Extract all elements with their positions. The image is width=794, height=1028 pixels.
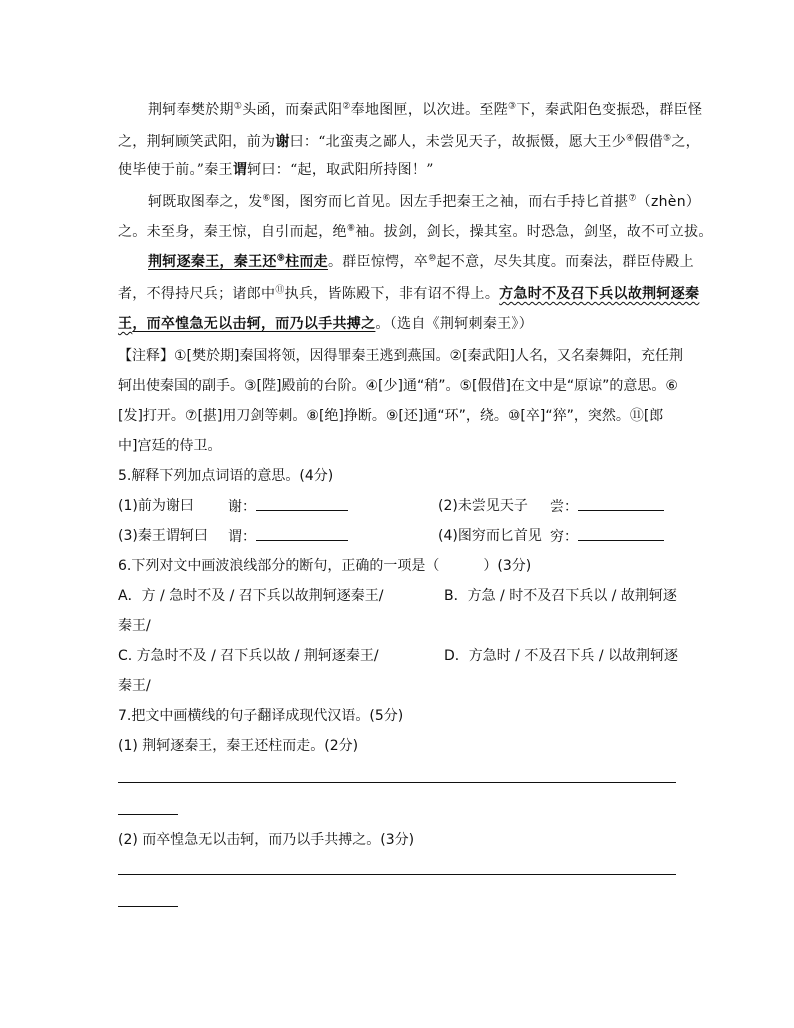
text: 见天子，故振慑，愿大王少 bbox=[454, 134, 627, 150]
passage-line bbox=[118, 314, 533, 334]
text: 头函，而秦武阳 bbox=[242, 102, 343, 118]
q6-title bbox=[118, 556, 531, 576]
answer-line-tail[interactable] bbox=[118, 906, 178, 907]
text: 执兵，皆陈殿下，非有诏不得上。 bbox=[284, 286, 500, 302]
footnote-marker: ③ bbox=[507, 101, 517, 112]
text: 奉地图匣，以次进。至陛 bbox=[350, 102, 508, 118]
text: ）(3分) bbox=[483, 558, 532, 574]
wavy-underlined-text: 方急时不及召下兵以故荆轲逐秦 bbox=[499, 286, 700, 302]
notes-line: 轲出使秦国的副手。③[陛]殿前的台阶。④[少]通“稍”。⑤[假借]在文中是“原谅”的意思。⑥ bbox=[118, 378, 678, 394]
text: 6.下列对文中画波浪线部分的断句，正确的一项是（ bbox=[118, 558, 440, 574]
q5-item-label: (4)图穷而匕首见 bbox=[438, 528, 542, 544]
q5-answer-3 bbox=[228, 526, 348, 547]
footnote-marker: ⑥ bbox=[262, 193, 271, 204]
text: 图，图 bbox=[270, 194, 314, 210]
text: 。 bbox=[375, 316, 390, 332]
q6-option-a[interactable]: A．方 / 急时不及 / 召下兵以故荆轲逐秦王/ bbox=[118, 588, 384, 604]
q6-option-b[interactable]: B．方急 / 时不及召下兵以 / 故荆轲逐 bbox=[444, 588, 677, 604]
pinyin: （zhèn） bbox=[636, 194, 701, 210]
answer-line-tail[interactable] bbox=[118, 814, 178, 815]
answer-line[interactable] bbox=[118, 782, 676, 783]
footnote-marker: ⑨ bbox=[276, 253, 286, 264]
text: 荆轲逐秦王，秦王还 bbox=[148, 254, 277, 270]
q5-answer-2 bbox=[550, 496, 664, 517]
text: 之，荆轲顾笑武阳，前为 bbox=[118, 134, 276, 150]
text: 假借 bbox=[634, 134, 663, 150]
passage-line bbox=[118, 222, 713, 242]
text: 而匕首见。因左手把秦王之袖，而右手持匕首揕 bbox=[328, 194, 629, 210]
passage-line bbox=[148, 100, 702, 120]
text: 之。未至身，秦王惊，自引而起，绝 bbox=[118, 224, 347, 240]
text: 使毕使于前。”秦王 bbox=[118, 162, 233, 178]
text: 之， bbox=[671, 134, 700, 150]
wavy-underlined-text: 王 bbox=[118, 316, 133, 332]
q5-item-label: (1)前为谢曰 bbox=[118, 498, 194, 514]
q6-option-c[interactable]: C. 方急时不及 / 召下兵以故 / 荆轲逐秦王/ bbox=[118, 648, 379, 664]
dotted-word-qiong: 穷 bbox=[313, 194, 328, 210]
passage-line bbox=[118, 132, 700, 152]
passage-line bbox=[118, 160, 434, 180]
q6-option-d[interactable]: D．方急时 / 不及召下兵 / 以故荆轲逐 bbox=[444, 648, 679, 664]
dotted-word-wei: 谓 bbox=[232, 162, 248, 178]
q5-item-label: (3)秦王谓轲曰 bbox=[118, 528, 208, 544]
footnote-marker: ⑪ bbox=[275, 285, 285, 296]
footnote-marker: ⑤ bbox=[663, 133, 672, 144]
q5-item-1 bbox=[118, 496, 194, 516]
passage-line bbox=[148, 252, 694, 272]
text: 下，秦武阳色变振恐，群臣怪 bbox=[516, 102, 703, 118]
footnote-marker: ⑦ bbox=[628, 193, 637, 204]
notes-line: 中]宫廷的侍卫。 bbox=[118, 438, 222, 454]
q5-answer-1 bbox=[228, 496, 348, 517]
q6-option-c-wrap: 秦王/ bbox=[118, 678, 151, 694]
text: 柱而走 bbox=[285, 254, 328, 270]
q7-sub-1: (1) 荆轲逐秦王，秦王还柱而走。(2分) bbox=[118, 738, 359, 754]
source-citation: （选自《荆轲刺秦王》） bbox=[389, 316, 534, 332]
text: 袖。拔剑，剑长，操其室。时恐急，剑坚，故不可立拔。 bbox=[355, 224, 713, 240]
q5-item-char: 谢： bbox=[228, 499, 256, 515]
answer-blank[interactable] bbox=[578, 526, 664, 541]
answer-blank[interactable] bbox=[256, 526, 348, 541]
q6-option-a-wrap: 秦王/ bbox=[118, 618, 151, 634]
q7-title: 7.把文中画横线的句子翻译成现代汉语。(5分) bbox=[118, 708, 404, 724]
q7-sub-2: (2) 而卒惶急无以击轲，而乃以手共搏之。(3分) bbox=[118, 832, 415, 848]
answer-blank[interactable] bbox=[578, 496, 664, 511]
dotted-word-xie: 谢 bbox=[275, 134, 290, 150]
footnote-marker: ⑧ bbox=[346, 223, 356, 234]
q5-item-label: (2)未尝见天子 bbox=[438, 498, 528, 514]
q5-item-3 bbox=[118, 526, 208, 546]
footnote-marker: ① bbox=[233, 101, 243, 112]
text: 。群臣惊愕，卒 bbox=[327, 254, 429, 270]
answer-blank[interactable] bbox=[256, 496, 348, 511]
passage-line bbox=[148, 192, 700, 212]
text: 轲既取图奉之，发 bbox=[148, 194, 263, 210]
q5-item-char: 谓： bbox=[228, 529, 256, 545]
footnote-marker: ④ bbox=[626, 133, 635, 144]
notes-line: 【注释】①[樊於期]秦国将领，因得罪秦王逃到燕国。②[秦武阳]人名，又名秦舞阳，充任荆 bbox=[118, 348, 683, 364]
text: 荆轲奉樊於期 bbox=[148, 102, 234, 118]
q5-item-2 bbox=[438, 496, 528, 516]
text: 者，不得持尺兵；诸郎中 bbox=[118, 286, 276, 302]
footnote-marker: ⑩ bbox=[428, 253, 437, 264]
underlined-sentence-1 bbox=[148, 254, 328, 270]
q5-item-char: 尝： bbox=[550, 499, 578, 515]
underlined-sentence-2: ，而卒惶急无以击轲，而乃以手共搏之 bbox=[132, 316, 376, 332]
text: 曰：“北蛮夷之鄙人，未 bbox=[289, 134, 441, 150]
answer-line[interactable] bbox=[118, 874, 676, 875]
q5-title: 5.解释下列加点词语的意思。(4分) bbox=[118, 468, 334, 484]
text: 起不意，尽失其度。而秦法，群臣侍殿上 bbox=[436, 254, 694, 270]
text: 轲曰：“起，取武阳所持图！” bbox=[247, 162, 434, 178]
passage-line bbox=[118, 284, 699, 304]
notes-line: [发]打开。⑦[揕]用刀剑等刺。⑧[绝]挣断。⑨[还]通“环”，绕。⑩[卒]“猝”，突然。⑪[郎 bbox=[118, 408, 664, 424]
dotted-word-chang: 尝 bbox=[440, 134, 455, 150]
footnote-marker: ② bbox=[342, 101, 351, 112]
q5-answer-4 bbox=[550, 526, 664, 547]
q5-item-4 bbox=[438, 526, 542, 546]
q5-item-char: 穷： bbox=[550, 529, 578, 545]
